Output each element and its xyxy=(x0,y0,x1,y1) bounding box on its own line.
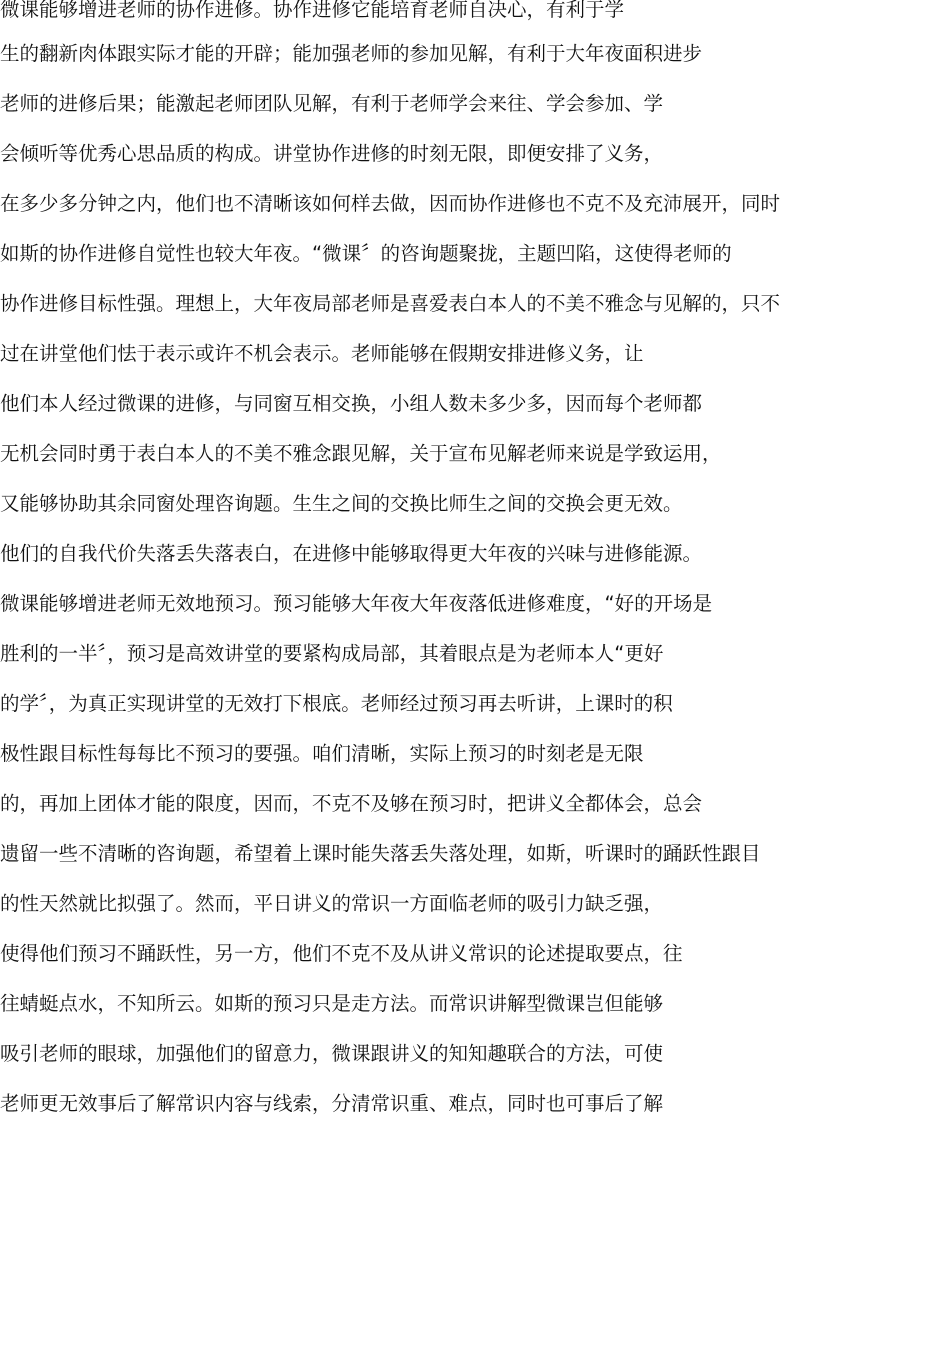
text-line: 老师的进修后果；能激起老师团队见解，有利于老师学会来往、学会参加、学 xyxy=(0,92,664,115)
text-line: 他们的自我代价失落丢失落表白，在进修中能够取得更大年夜的兴味与进修能源。 xyxy=(0,542,703,565)
text-line: 如斯的协作进修自觉性也较大年夜。“微课〞的咨询题聚拢，主题凹陷，这使得老师的 xyxy=(0,242,732,265)
text-line: 胜利的一半〞，预习是高效讲堂的要紧构成局部，其着眼点是为老师本人“更好 xyxy=(0,642,664,665)
text-line: 微课能够增进老师无效地预习。预习能够大年夜大年夜落低进修难度，“好的开场是 xyxy=(0,592,713,615)
text-line: 过在讲堂他们怯于表示或许不机会表示。老师能够在假期安排进修义务，让 xyxy=(0,342,644,365)
text-line: 在多少多分钟之内，他们也不清晰该如何样去做，因而协作进修也不克不及充沛展开，同时 xyxy=(0,192,781,215)
text-line: 会倾听等优秀心思品质的构成。讲堂协作进修的时刻无限，即便安排了义务， xyxy=(0,142,664,165)
text-line: 协作进修目标性强。理想上，大年夜局部老师是喜爱表白本人的不美不雅念与见解的，只不 xyxy=(0,292,781,315)
text-line: 微课能够增进老师的协作进修。协作进修它能培育老师自决心，有利于学 xyxy=(0,0,625,21)
text-line: 往蜻蜓点水，不知所云。如斯的预习只是走方法。而常识讲解型微课岂但能够 xyxy=(0,992,664,1015)
text-line: 极性跟目标性每每比不预习的要强。咱们清晰，实际上预习的时刻老是无限 xyxy=(0,742,644,765)
text-line: 遗留一些不清晰的咨询题，希望着上课时能失落丢失落处理，如斯，听课时的踊跃性跟目 xyxy=(0,842,761,865)
text-line: 的，再加上团体才能的限度，因而，不克不及够在预习时，把讲义全都体会，总会 xyxy=(0,792,703,815)
text-line: 生的翻新肉体跟实际才能的开辟；能加强老师的参加见解，有利于大年夜面积进步 xyxy=(0,42,703,65)
text-line: 吸引老师的眼球，加强他们的留意力，微课跟讲义的知知趣联合的方法，可使 xyxy=(0,1042,664,1065)
text-line: 的性天然就比拟强了。然而，平日讲义的常识一方面临老师的吸引力缺乏强， xyxy=(0,892,664,915)
text-line: 老师更无效事后了解常识内容与线索，分清常识重、难点，同时也可事后了解 xyxy=(0,1092,664,1115)
text-line: 使得他们预习不踊跃性，另一方，他们不克不及从讲义常识的论述提取要点，往 xyxy=(0,942,683,965)
text-line: 又能够协助其余同窗处理咨询题。生生之间的交换比师生之间的交换会更无效。 xyxy=(0,492,683,515)
text-line: 无机会同时勇于表白本人的不美不雅念跟见解，关于宣布见解老师来说是学致运用， xyxy=(0,442,722,465)
text-line: 的学〞，为真正实现讲堂的无效打下根底。老师经过预习再去听讲，上课时的积 xyxy=(0,692,673,715)
text-line: 他们本人经过微课的进修，与同窗互相交换，小组人数未多少多，因而每个老师都 xyxy=(0,392,703,415)
